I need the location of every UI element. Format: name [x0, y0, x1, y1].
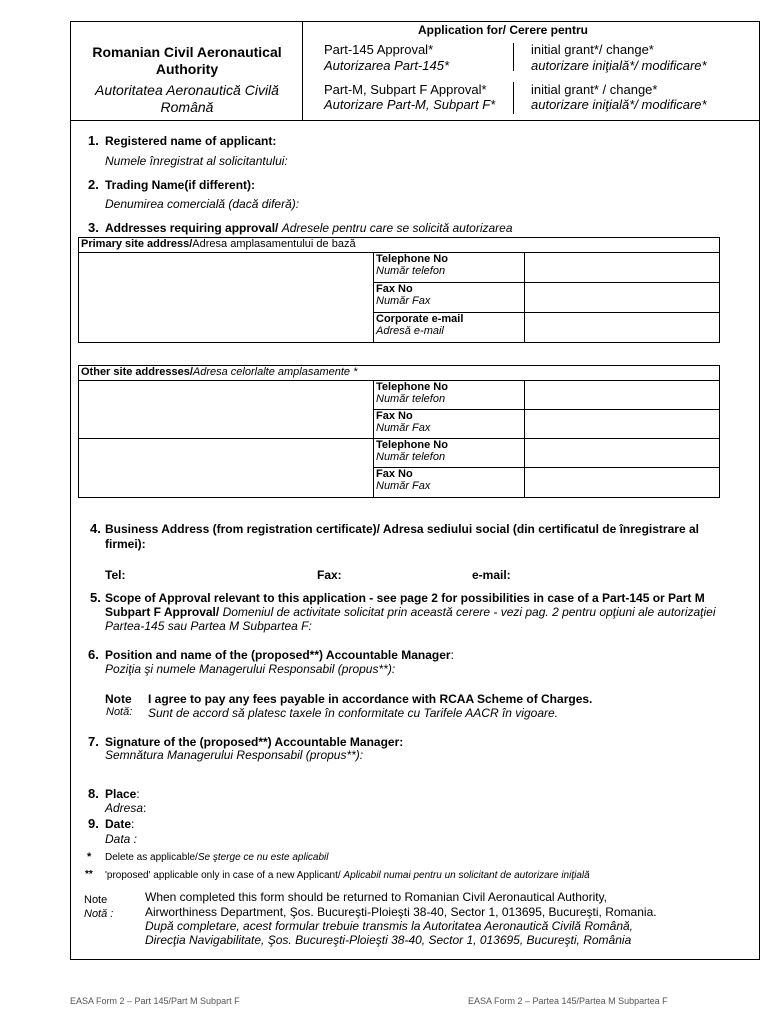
page-footer-right: EASA Form 2 – Partea 145/Partea M Subpartea F — [468, 996, 668, 1006]
footnote-dstar-ro: Aplicabil numai pentru un solicitant de autorizare iniţială — [343, 870, 590, 881]
other-site-2-fax-field[interactable] — [525, 468, 720, 498]
other-site-2-address-field[interactable] — [79, 439, 374, 498]
item-6-label-en — [105, 648, 454, 662]
item-8-colon: : — [136, 787, 140, 801]
item-1-number: 1. — [88, 133, 99, 148]
item-8-label-en — [105, 787, 140, 801]
item-3-label — [105, 221, 513, 235]
primary-site-header — [79, 238, 720, 253]
return-note-ro-2: Direcţia Navigabilitate, Şos. Bucureşti-Ploieşti 38-40, Sector 1, 013695, Bucureşti, România — [145, 933, 632, 947]
primary-site-table — [78, 237, 720, 343]
business-tel-label: Tel: — [105, 568, 126, 582]
part145-separator — [513, 43, 514, 71]
primary-site-address-field[interactable] — [79, 253, 374, 343]
other-site-2-telephone-label-ro: Număr telefon — [376, 451, 446, 463]
primary-telephone-label-ro: Număr telefon — [376, 265, 446, 277]
item-8-label-ro — [105, 801, 146, 815]
other-site-2-telephone-label-en: Telephone No — [376, 439, 448, 451]
item-1-label-en: Registered name of applicant: — [105, 134, 277, 148]
fee-note-label-en: Note — [105, 692, 132, 706]
item-1-label-ro: Numele înregistrat al solicitantului: — [105, 154, 288, 168]
footnote-star-text — [105, 852, 328, 863]
partm-grant-en: initial grant* / change* — [531, 82, 658, 97]
partm-approval-ro: Autorizare Part-M, Subpart F* — [324, 97, 496, 112]
footnote-dstar-mark: ** — [85, 869, 93, 880]
item-8-label-en-text: Place — [105, 787, 137, 801]
item-8-number: 8. — [88, 786, 99, 801]
item-7-label-en: Signature of the (proposed**) Accountable Manager: — [105, 735, 404, 749]
other-site-1-fax-label — [374, 410, 525, 439]
item-4-number: 4. — [90, 521, 101, 536]
primary-site-title-ro: Adresa amplasamentului de bază — [192, 238, 356, 250]
primary-telephone-field[interactable] — [525, 253, 720, 283]
primary-email-label-ro: Adresă e-mail — [376, 325, 444, 337]
other-site-1-telephone-label-ro: Număr telefon — [376, 393, 446, 405]
primary-fax-label-ro: Număr Fax — [376, 295, 431, 307]
item-7-number: 7. — [88, 734, 99, 749]
other-site-1-telephone-label — [374, 381, 525, 410]
other-site-2-telephone-field[interactable] — [525, 439, 720, 468]
primary-email-label-en: Corporate e-mail — [376, 313, 464, 325]
fee-note-label-ro: Notă: — [106, 706, 133, 718]
authority-name-ro: Autoritatea Aeronautică Civilă Română — [95, 82, 279, 115]
other-sites-title-en: Other site addresses/ — [81, 366, 193, 378]
header-bottom-divider — [70, 120, 760, 121]
return-note-en-2: Airworthiness Department, Şos. Bucureşti-Ploieşti 38-40, Sector 1, 013695, Bucureşti, Romania. — [145, 905, 657, 919]
return-note-en-1: When completed this form should be returned to Romanian Civil Aeronautical Authority, — [145, 890, 608, 904]
item-4-label: Business Address (from registration certificate)/ Adresa sediului social (din certificatul de înregistrare al firmei): — [105, 522, 699, 551]
item-9-label-en-text: Date — [105, 817, 132, 831]
partm-grant-ro: autorizare iniţială*/ modificare* — [531, 97, 707, 112]
business-email-label: e-mail: — [472, 568, 511, 582]
item-6-number: 6. — [88, 647, 99, 662]
return-note-ro-1: După completare, acest formular trebuie transmis la Autoritatea Aeronautică Civilă Română, — [145, 919, 634, 933]
return-note-label-en: Note — [84, 894, 108, 906]
primary-email-label — [374, 313, 525, 343]
partm-approval-en: Part-M, Subpart F Approval* — [324, 82, 487, 97]
item-7-label-ro: Semnătura Managerului Responsabil (propus**): — [105, 748, 364, 762]
item-2-number: 2. — [88, 177, 99, 192]
item-9-label-ro: Data : — [105, 832, 138, 846]
primary-fax-label-en: Fax No — [376, 283, 413, 295]
other-site-2-telephone-label — [374, 439, 525, 468]
item-9-number: 9. — [88, 816, 99, 831]
primary-telephone-label-en: Telephone No — [376, 253, 448, 265]
item-2-label-en: Trading Name(if different): — [105, 178, 256, 192]
primary-fax-label — [374, 283, 525, 313]
primary-fax-field[interactable] — [525, 283, 720, 313]
item-9-label-en — [105, 817, 134, 831]
footnote-star-mark: * — [87, 851, 92, 863]
item-6-colon: : — [450, 648, 454, 662]
fee-note-text-ro: Sunt de accord să platesc taxele în conformitate cu Tarifele AACR în vigoare. — [148, 706, 558, 720]
item-6-label-en-text: Position and name of the (proposed**) Accountable Manager — [105, 648, 451, 662]
item-3-label-en: Addresses requiring approval/ — [105, 221, 279, 235]
application-title: Application for/ Cerere pentru — [417, 23, 589, 37]
item-6-label-ro: Poziţia şi numele Managerului Responsabil (propus**): — [105, 662, 396, 676]
item-5-label-en: Scope of Approval relevant to this application - see page 2 for possibilities in case of a Part-145 or Part M Subpart F Approval/ — [105, 591, 705, 619]
fee-note-text-en: I agree to pay any fees payable in accordance with RCAA Scheme of Charges. — [148, 692, 593, 706]
page-footer-left: EASA Form 2 – Part 145/Part M Subpart F — [70, 996, 240, 1006]
item-2-label-ro: Denumirea comercială (dacă diferă): — [105, 197, 300, 211]
other-site-1-telephone-label-en: Telephone No — [376, 381, 448, 393]
other-site-2-fax-label-en: Fax No — [376, 468, 413, 480]
other-sites-title-ro: Adresa celorlalte amplasamente * — [192, 366, 358, 378]
primary-telephone-label — [374, 253, 525, 283]
item-8-label-ro-text: Adresa — [105, 801, 144, 815]
partm-separator — [513, 82, 514, 114]
authority-name-en: Romanian Civil Aeronautical Authority — [92, 44, 282, 77]
return-note-label-ro: Notă : — [84, 908, 114, 920]
footnote-dstar-en: 'proposed' applicable only in case of a new Applicant/ — [105, 870, 341, 881]
other-site-1-fax-label-ro: Număr Fax — [376, 422, 431, 434]
item-9-colon: : — [131, 817, 135, 831]
primary-email-field[interactable] — [525, 313, 720, 343]
part145-grant-ro: autorizare iniţială*/ modificare* — [531, 58, 707, 73]
part145-approval-ro: Autorizarea Part-145* — [324, 58, 450, 73]
item-3-label-ro: Adresele pentru care se solicită autorizarea — [281, 221, 513, 235]
item-5-label — [105, 591, 720, 633]
other-site-1-fax-field[interactable] — [525, 410, 720, 439]
other-site-1-telephone-field[interactable] — [525, 381, 720, 410]
other-site-2-fax-label-ro: Număr Fax — [376, 480, 431, 492]
item-3-number: 3. — [88, 220, 99, 235]
other-sites-table — [78, 365, 720, 498]
business-fax-label: Fax: — [317, 568, 342, 582]
item-5-label-ro: Domeniul de activitate solicitat prin această cerere - vezi pag. 2 pentru opţiuni ale autorizaţiei Partea-145 sau Partea M Subpartea F: — [105, 605, 716, 633]
primary-site-title-en: Primary site address/ — [81, 238, 193, 250]
item-5-number: 5. — [90, 590, 101, 605]
item-8-ro-colon: : — [143, 801, 147, 815]
part145-grant-en: initial grant*/ change* — [531, 42, 654, 57]
footnote-dstar-text — [105, 870, 590, 881]
other-site-1-address-field[interactable] — [79, 381, 374, 439]
footnote-star-en: Delete as applicable/ — [105, 852, 198, 863]
other-sites-header — [79, 366, 720, 381]
other-site-2-fax-label — [374, 468, 525, 498]
part145-approval-en: Part-145 Approval* — [324, 42, 434, 57]
footnote-star-ro: Se şterge ce nu este aplicabil — [197, 852, 329, 863]
other-site-1-fax-label-en: Fax No — [376, 410, 413, 422]
